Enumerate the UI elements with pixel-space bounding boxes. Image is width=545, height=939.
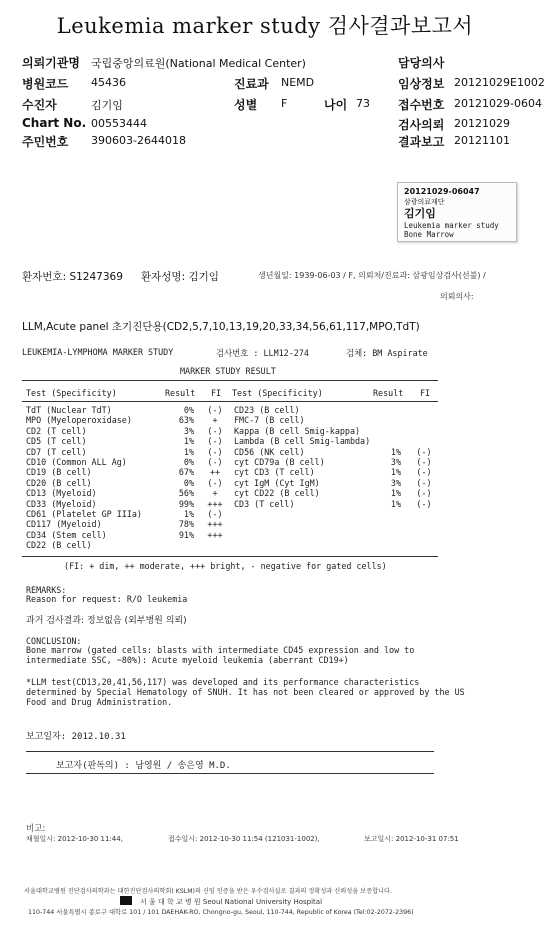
left-row-test: CD10 (Common ALL Ag) xyxy=(26,457,127,467)
result-heading: MARKER STUDY RESULT xyxy=(180,366,276,376)
left-row-fi: +++ xyxy=(207,519,223,530)
patient-name-line: 환자성명: 김기임 xyxy=(141,271,219,283)
right-row-result: 3% xyxy=(390,457,401,467)
left-row-test: CD13 (Myeloid) xyxy=(26,488,97,499)
left-row-fi: +++ xyxy=(207,529,223,540)
reporter-bottom-rule xyxy=(26,773,434,774)
receipt-label: 접수번호 xyxy=(398,98,445,112)
right-row-test: CD56 (NK cell) xyxy=(234,446,305,457)
specimen-sticker xyxy=(397,182,517,242)
right-row-fi: (-) xyxy=(416,488,432,499)
study-line: LEUKEMIA-LYMPHOMA MARKER STUDY xyxy=(22,347,174,357)
referring-doctor: 의뢰의사: xyxy=(440,292,474,301)
sticker-name: 김기임 xyxy=(404,207,436,220)
hospital-address: 110-744 서울특별시 종로구 대학로 101 / 101 DAEHAK-RO, Chongno-gu, Seoul, 110-744, Republic of Korea (Tel:02-2072-2396) xyxy=(28,909,414,916)
left-row-test: MPO (Myeloperoxidase) xyxy=(26,415,132,426)
patient-label: 수진자 xyxy=(22,98,57,112)
past-results: 과거 검사결과: 정보없음 (외부병원 의뢰) xyxy=(26,616,187,626)
remarks-label: REMARKS: xyxy=(26,585,67,595)
note-line-2: determined by Special Hematology of SNUH. It has not been cleared or approved by the US xyxy=(26,687,465,697)
col-test-left: Test (Specificity) xyxy=(26,388,117,398)
report-value: 20121101 xyxy=(454,134,510,147)
sticker-org: 삼광의료재단 xyxy=(404,198,445,206)
right-row-result: 1% xyxy=(390,498,401,509)
right-row-result: 1% xyxy=(390,467,401,478)
sticker-line1: Leukemia marker study xyxy=(404,221,499,230)
specimen-type: 검체: BM Aspirate xyxy=(346,348,428,358)
left-row-test: CD33 (Myeloid) xyxy=(26,498,97,509)
left-row-result: 99% xyxy=(178,498,194,509)
reported-time: 보고일시: 2012-10-31 07:51 xyxy=(364,835,459,843)
conclusion-label: CONCLUSION: xyxy=(26,636,82,646)
right-row-test: cyt CD22 (B cell) xyxy=(234,488,320,499)
col-test-right: Test (Specificity) xyxy=(232,388,323,398)
fi-legend: (FI: + dim, ++ moderate, +++ bright, - negative for gated cells) xyxy=(64,561,387,571)
right-row-fi: (-) xyxy=(416,477,432,488)
left-row-result: 3% xyxy=(183,425,194,436)
left-row-fi: + xyxy=(212,488,218,499)
left-row-test: CD34 (Stem cell) xyxy=(26,529,107,540)
right-row-result: 1% xyxy=(390,488,401,499)
department-value: NEMD xyxy=(281,76,315,89)
left-row-test: TdT (Nuclear TdT) xyxy=(26,405,112,415)
right-row-test: cyt CD79a (B cell) xyxy=(234,457,325,467)
left-row-fi: +++ xyxy=(207,498,223,509)
hospital-logo xyxy=(120,896,132,905)
footer-note-label: 비고: xyxy=(26,824,46,834)
note-line-1: *LLM test(CD13,20,41,56,117) was developed and its performance characteristics xyxy=(26,677,420,687)
left-row-fi: (-) xyxy=(207,477,223,488)
age-value: 73 xyxy=(356,97,370,110)
col-result-right: Result xyxy=(373,388,404,398)
right-row-test: FMC-7 (B cell) xyxy=(234,415,305,426)
col-result-left: Result xyxy=(165,388,196,398)
table-header-rule xyxy=(22,401,438,402)
doctor-label: 담당의사 xyxy=(398,56,445,70)
remarks-text: Reason for request: R/O leukemia xyxy=(26,594,188,604)
hospital-code-value: 45436 xyxy=(91,76,126,89)
sex-value: F xyxy=(281,97,288,110)
left-row-test: CD117 (Myeloid) xyxy=(26,519,102,530)
patient-value: 김기임 xyxy=(91,99,123,112)
left-row-test: CD19 (B cell) xyxy=(26,467,92,478)
request-label: 검사의뢰 xyxy=(398,118,445,132)
left-row-result: 0% xyxy=(183,477,194,488)
sticker-line2: Bone Marrow xyxy=(404,230,454,239)
table-top-rule xyxy=(22,380,438,381)
rrn-label: 주민번호 xyxy=(22,135,69,149)
institution-label: 의뢰기관명 xyxy=(22,56,80,70)
report-date: 보고일자: 2012.10.31 xyxy=(26,732,126,742)
conclusion-line-2: intermediate SSC, ~80%): Acute myeloid leukemia (aberrant CD19+) xyxy=(26,655,349,665)
sex-label: 성별 xyxy=(234,98,258,112)
right-row-test: Kappa (B cell Smig-kappa) xyxy=(234,425,361,436)
col-fi-right: FI xyxy=(420,388,431,398)
left-row-result: 56% xyxy=(178,488,194,499)
left-row-test: CD22 (B cell) xyxy=(26,540,92,551)
right-row-fi: (-) xyxy=(416,498,432,509)
left-row-test: CD7 (T cell) xyxy=(26,446,87,457)
left-row-test: CD20 (B cell) xyxy=(26,477,92,488)
left-row-fi: (-) xyxy=(207,509,223,519)
note-line-3: Food and Drug Administration. xyxy=(26,697,173,707)
left-row-result: 1% xyxy=(183,436,194,447)
left-row-fi: ++ xyxy=(209,467,221,478)
left-row-test: CD2 (T cell) xyxy=(26,425,87,436)
left-row-fi: + xyxy=(212,415,218,426)
clinical-info-label: 임상정보 xyxy=(398,77,445,91)
left-row-result: 0% xyxy=(183,405,194,415)
left-row-result: 78% xyxy=(178,519,194,530)
left-row-fi: (-) xyxy=(207,436,223,447)
received-time: 접수일시: 2012-10-30 11:54 (121031-1002), xyxy=(168,835,320,843)
right-row-result: 3% xyxy=(390,477,401,488)
chart-label: Chart No. xyxy=(22,116,87,130)
report-label: 결과보고 xyxy=(398,135,445,149)
left-row-fi: (-) xyxy=(207,405,223,415)
conclusion-line-1: Bone marrow (gated cells: blasts with intermediate CD45 expression and low to xyxy=(26,645,415,655)
collected-time: 채혈일시: 2012-10-30 11:44, xyxy=(26,835,123,843)
left-row-fi: (-) xyxy=(207,425,223,436)
panel-title: LLM,Acute panel 초기진단용(CD2,5,7,10,13,19,20,33,34,56,61,117,MPO,TdT) xyxy=(22,321,420,333)
patient-reg-no: 환자번호: S1247369 xyxy=(22,271,123,283)
test-number: 검사번호 : LLM12-274 xyxy=(216,348,309,358)
right-row-test: CD23 (B cell) xyxy=(234,405,300,415)
document-title: Leukemia marker study 검사결과보고서 xyxy=(56,14,474,38)
request-value: 20121029 xyxy=(454,117,510,130)
receipt-value: 20121029-0604 xyxy=(454,97,542,110)
reporter: 보고자(판독의) : 남영원 / 송은영 M.D. xyxy=(56,761,231,771)
left-row-result: 1% xyxy=(183,509,194,519)
department-label: 진료과 xyxy=(234,77,269,91)
clinical-info-value: 20121029E1002 xyxy=(454,76,545,89)
rrn-value: 390603-2644018 xyxy=(91,134,186,147)
right-row-fi: (-) xyxy=(416,467,432,478)
left-row-result: 91% xyxy=(178,529,194,540)
left-row-result: 63% xyxy=(178,415,194,426)
left-row-result: 0% xyxy=(183,457,194,467)
age-label: 나이 xyxy=(324,98,348,112)
institution-value: 국립중앙의료원(National Medical Center) xyxy=(91,57,306,70)
patient-dob-line: 생년월일: 1939-06-03 / F, 의뢰처/진료과: 삼광임상검사(선불) / xyxy=(258,271,486,280)
right-row-test: cyt IgM (Cyt IgM) xyxy=(234,477,320,488)
right-row-test: Lambda (B cell Smig-lambda) xyxy=(234,436,371,447)
sticker-number: 20121029-06047 xyxy=(404,187,480,196)
left-row-result: 1% xyxy=(183,446,194,457)
right-row-fi: (-) xyxy=(416,457,432,467)
right-row-fi: (-) xyxy=(416,446,432,457)
hospital-name: 서 울 대 학 교 병 원 Seoul National University Hospital xyxy=(140,898,323,906)
reporter-top-rule xyxy=(26,751,434,752)
left-row-test: CD61 (Platelet GP IIIa) xyxy=(26,509,142,519)
right-row-result: 1% xyxy=(390,446,401,457)
chart-value: 00553444 xyxy=(91,117,147,130)
right-row-test: cyt CD3 (T cell) xyxy=(234,467,315,478)
left-row-test: CD5 (T cell) xyxy=(26,436,87,447)
left-row-fi: (-) xyxy=(207,457,223,467)
left-row-result: 67% xyxy=(178,467,194,478)
right-row-test: CD3 (T cell) xyxy=(234,498,295,509)
left-row-fi: (-) xyxy=(207,446,223,457)
hospital-code-label: 병원코드 xyxy=(22,77,69,91)
table-bottom-rule xyxy=(22,556,438,557)
certification-text: 서울대학교병원 진단검사의학과는 대한진단검사의학회( KSLM)의 신임 인증을 받은 우수검사실로 결과의 정확성과 신뢰성을 보증합니다. xyxy=(24,888,392,895)
col-fi-left: FI xyxy=(211,388,222,398)
